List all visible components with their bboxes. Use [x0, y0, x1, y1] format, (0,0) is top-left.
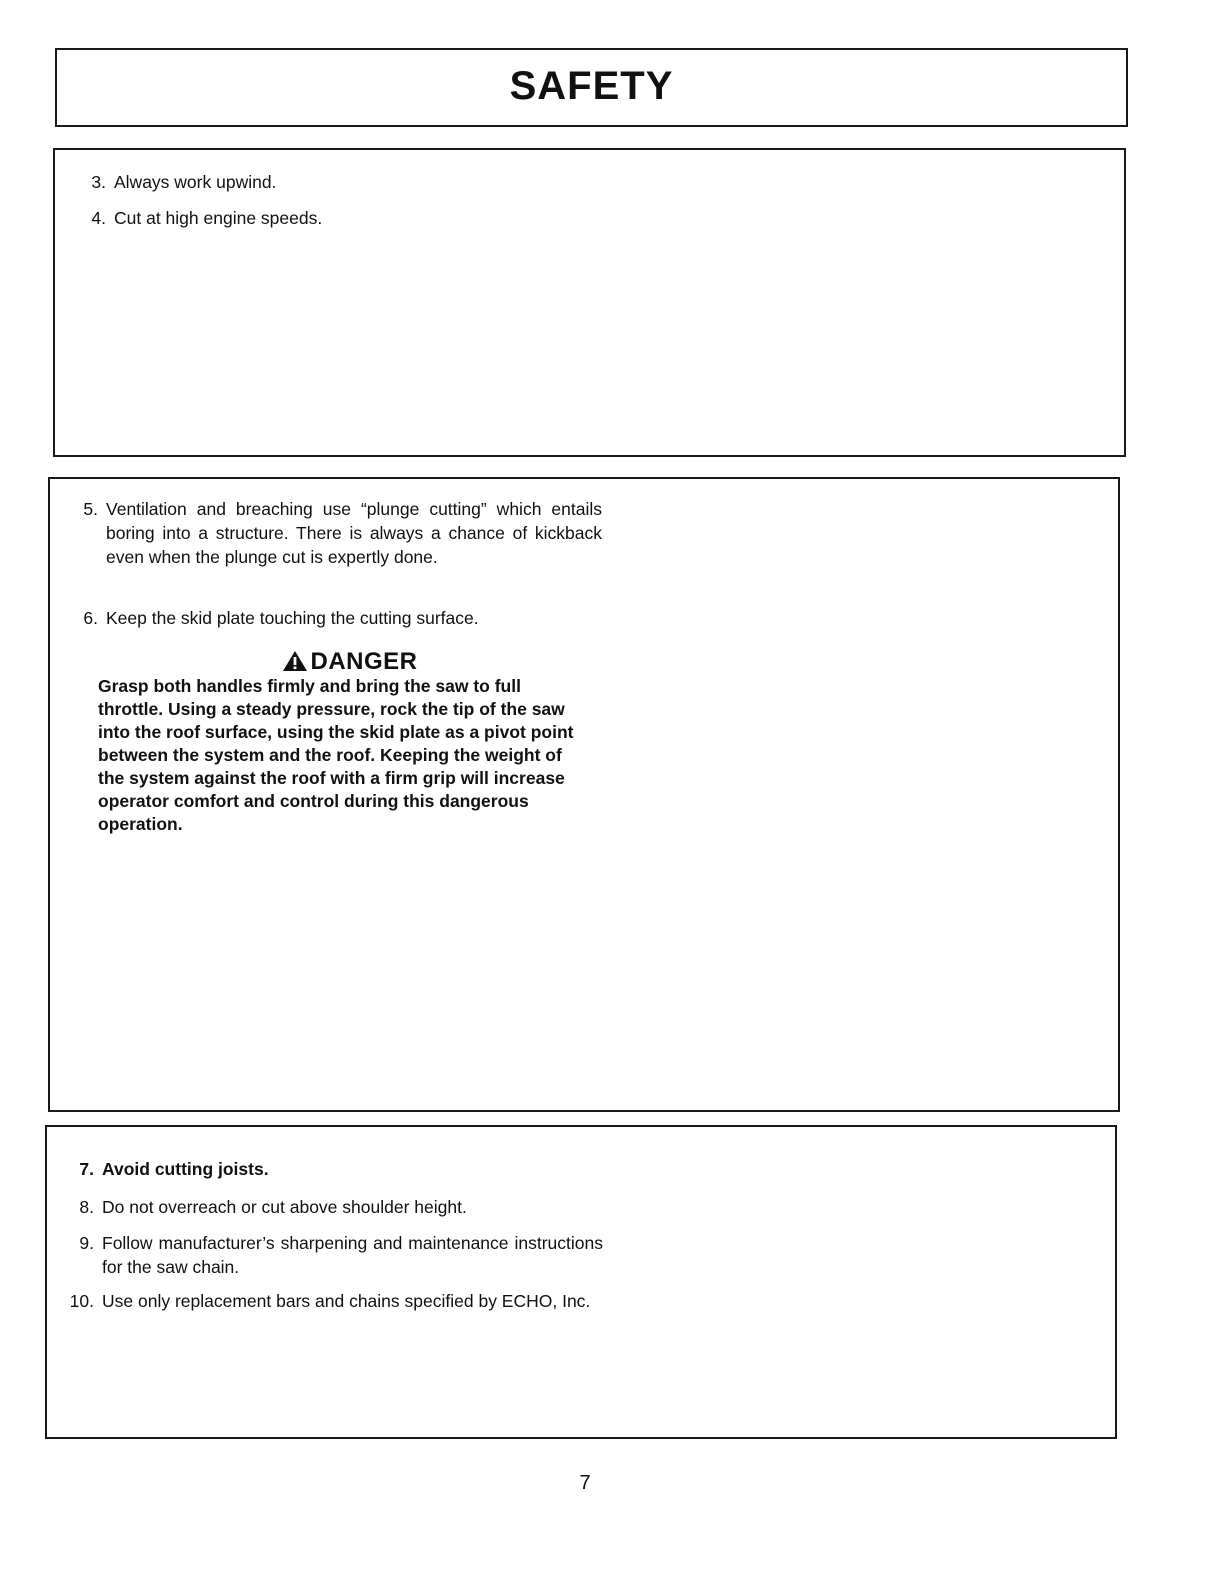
- list-item-6: [72, 606, 602, 630]
- item-text: Use only replacement bars and chains specified by ECHO, Inc.: [102, 1291, 591, 1311]
- item-text: Always work upwind.: [114, 172, 277, 192]
- item-text: Follow manufacturer’s sharpening and maintenance instructions for the saw chain.: [102, 1233, 603, 1277]
- danger-text: Grasp both handles firmly and bring the saw to full throttle. Using a steady pressure, rock the tip of the saw into the roof surface, using the skid plate as a pivot point between the system and the roof. Keeping the weight of the system against the roof with a firm grip will increase operator comfort and control during this dangerous operation.: [98, 676, 574, 834]
- item-number: 8.: [79, 1197, 94, 1217]
- list-item-8: [68, 1195, 603, 1219]
- page-title: SAFETY: [509, 64, 674, 108]
- item-number: 6.: [83, 608, 98, 628]
- item-number: 7.: [79, 1159, 94, 1179]
- item-text: Avoid cutting joists.: [102, 1159, 269, 1179]
- item-text: Ventilation and breaching use “plunge cutting” which entails boring into a structure. There is always a chance of kickback even when the plunge cut is expertly done.: [106, 499, 602, 567]
- list-item-10: [68, 1289, 603, 1313]
- danger-label: DANGER: [310, 648, 418, 675]
- list-item-9: [68, 1231, 603, 1279]
- page-number: 7: [579, 1472, 591, 1494]
- list-item-4: [80, 206, 600, 230]
- item-number: 5.: [83, 499, 98, 519]
- item-number: 9.: [79, 1233, 94, 1253]
- header-box: [55, 48, 1128, 127]
- warning-triangle-icon: [282, 650, 308, 672]
- danger-heading: [100, 648, 600, 676]
- item-number: 3.: [91, 172, 106, 192]
- list-item-7: [68, 1157, 603, 1181]
- item-text: Do not overreach or cut above shoulder height.: [102, 1197, 467, 1217]
- list-item-5: [72, 497, 602, 569]
- item-number: 4.: [91, 208, 106, 228]
- item-text: Cut at high engine speeds.: [114, 208, 323, 228]
- item-text: Keep the skid plate touching the cutting surface.: [106, 608, 479, 628]
- list-item-3: [80, 170, 600, 194]
- item-number: 10.: [69, 1291, 94, 1311]
- safety-section-1: [53, 148, 1126, 457]
